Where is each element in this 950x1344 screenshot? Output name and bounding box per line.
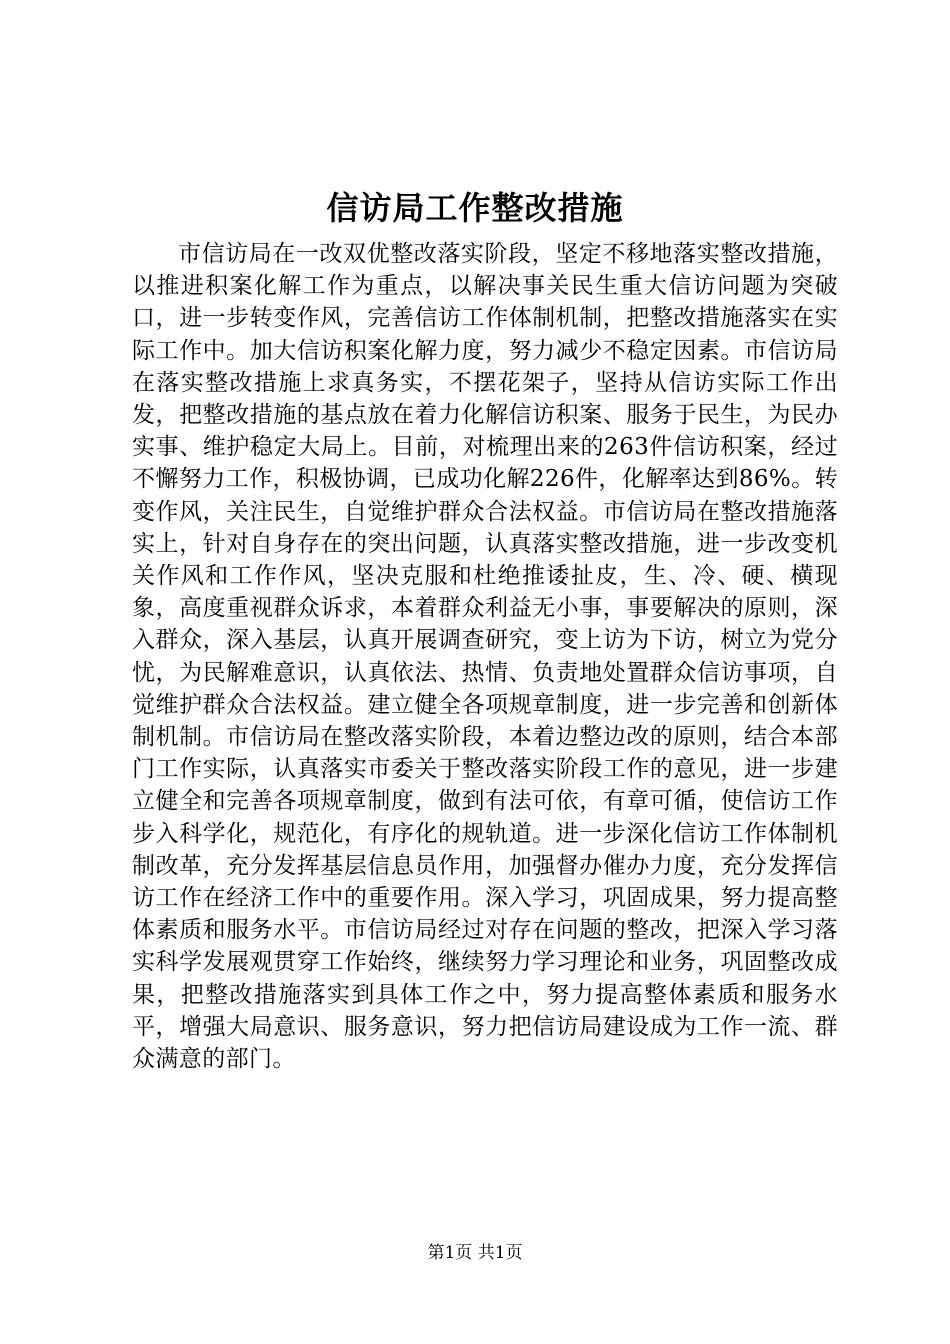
document-title: 信访局工作整改措施 [326,189,624,227]
page-footer: 第1页 共1页 [427,1243,523,1263]
document-body-paragraph: 市信访局在一改双优整改落实阶段，坚定不移地落实整改措施，以推进积案化解工作为重点，以解决事关民生重大信访问题为突破口，进一步转变作风，完善信访工作体制机制，把整改措施落实在实际工作中。加大信访积案化解力度，努力减少不稳定因素。市信访局在落实整改措施上求真务实，不摆花架子，坚持从信访实际工作出发，把整改措施的基点放在着力化解信访积案、服务于民生，为民办实事、维护稳定大局上。目前，对梳理出来的263件信访积案，经过不懈努力工作，积极协调，已成功化解226件，化解率达到86%。转变作风，关注民生，自觉维护群众合法权益。市信访局在整改措施落实上，针对自身存在的突出问题，认真落实整改措施，进一步改变机关作风和工作作风，坚决克服和杜绝推诿扯皮，生、冷、硬、横现象，高度重视群众诉求，本着群众利益无小事，事要解决的原则，深入群众，深入基层，认真开展调查研究，变上访为下访，树立为党分忧，为民解难意识，认真依法、热情、负责地处置群众信访事项，自觉维护群众合法权益。建立健全各项规章制度，进一步完善和创新体制机制。市信访局在整改落实阶段，本着边整边改的原则，结合本部门工作实际，认真落实市委关于整改落实阶段工作的意见，进一步建立健全和完善各项规章制度，做到有法可依，有章可循，使信访工作步入科学化，规范化，有序化的规轨道。进一步深化信访工作体制机制改革，充分发挥基层信息员作用，加强督办催办力度，充分发挥信访工作在经济工作中的重要作用。深入学习，巩固成果，努力提高整体素质和服务水平。市信访局经过对存在问题的整改，把深入学习落实科学发展观贯穿工作始终，继续努力学习理论和业务，巩固整改成果，把整改措施落实到具体工作之中，努力提高整体素质和服务水平，增强大局意识、服务意识，努力把信访局建设成为工作一流、群众满意的部门。 [132,241,838,1073]
